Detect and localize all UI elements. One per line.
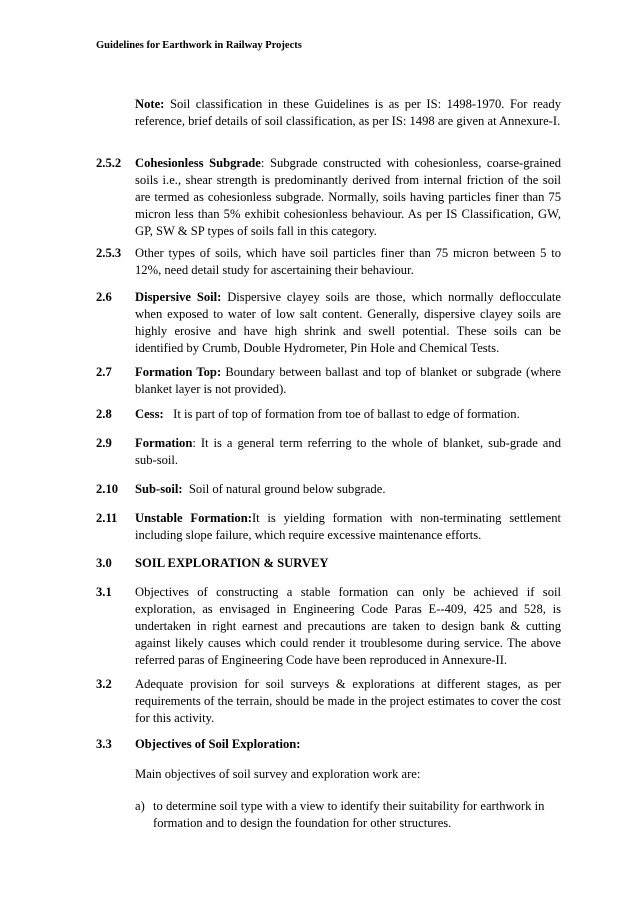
section-number: 2.9	[96, 436, 112, 450]
list-text: to determine soil type with a view to identify their suitability for earthwork in formation and to design the foundation for other structures.	[153, 799, 545, 830]
section-text: Boundary between ballast and top of blanket or subgrade (where blanket layer is not provided).	[135, 365, 561, 396]
section-text: Adequate provision for soil surveys & explorations at different stages, as per requirements of the terrain, should be made in the project estimates to cover the cost for this activity.	[135, 677, 561, 725]
section-number: 3.0	[96, 556, 112, 570]
section-2-5-3	[96, 245, 561, 279]
section-text: Dispersive clayey soils are those, which normally deflocculate when exposed to water of low salt content. Generally, dispersive clayey soils are highly erosive and have high shrink and swell potential. These soils can be identified by Crumb, Double Hydrometer, Pin Hole and Chemical Tests.	[135, 290, 561, 355]
section-number: 3.1	[96, 585, 112, 599]
section-3-0	[96, 555, 561, 572]
section-text: : Subgrade constructed with cohesionless, coarse-grained soils i.e., shear strength is predominantly derived from internal friction of the soil are termed as cohesionless subgrade. Normally, soils having particles finer than 75 micron less than 5% exhibit cohesionless behaviour. As per IS Classification, GW, GP, SW & SP types of soils fall in this category.	[135, 156, 562, 238]
section-3-2	[96, 676, 561, 727]
section-number: 3.2	[96, 677, 112, 691]
section-number: 2.6	[96, 290, 112, 304]
section-number: 3.3	[96, 737, 112, 751]
section-2-10	[96, 481, 561, 498]
section-text: Objectives of constructing a stable formation can only be achieved if soil exploration, as envisaged in Engineering Code Paras E--409, 425 and 528, is undertaken in right earnest and precautions are taken to design bank & cutting against likely causes which could render it troublesome during service. The above referred paras of Engineering Code have been reproduced in Annexure-II.	[135, 585, 561, 667]
section-2-5-2	[96, 155, 561, 240]
exploration-intro: Main objectives of soil survey and exploration work are:	[135, 767, 421, 781]
section-number: 2.5.2	[96, 156, 122, 170]
section-text: Soil of natural ground below subgrade.	[182, 482, 386, 496]
section-text: : It is a general term referring to the whole of blanket, sub-grade and sub-soil.	[135, 436, 561, 467]
section-2-7	[96, 364, 561, 398]
section-heading: SOIL EXPLORATION & SURVEY	[135, 556, 329, 570]
section-text: It is part of top of formation from toe of ballast to edge of formation.	[163, 407, 520, 421]
note-label: Note:	[135, 97, 165, 111]
section-title: Cohesionless Subgrade	[135, 156, 261, 170]
section-2-11	[96, 510, 561, 544]
section-title: Formation Top:	[135, 365, 222, 379]
note-paragraph	[135, 96, 561, 130]
note-text: Soil classification in these Guidelines is as per IS: 1498-1970. For ready reference, brief details of soil classification, as per IS: 1498 are given at Annexure-I.	[135, 97, 561, 128]
section-title: Cess:	[135, 407, 164, 421]
section-number: 2.8	[96, 407, 112, 421]
section-2-9	[96, 435, 561, 469]
section-title: Formation	[135, 436, 193, 450]
running-header: Guidelines for Earthwork in Railway Projects	[96, 40, 302, 51]
section-number: 2.11	[96, 511, 118, 525]
section-3-3	[96, 736, 561, 753]
section-3-1	[96, 584, 561, 669]
section-title: Dispersive Soil:	[135, 290, 222, 304]
section-heading: Objectives of Soil Exploration:	[135, 737, 301, 751]
section-title: Sub-soil:	[135, 482, 183, 496]
section-2-6	[96, 289, 561, 357]
section-text: It is yielding formation with non-terminating settlement including slope failure, which require excessive maintenance efforts.	[135, 511, 561, 542]
list-item	[135, 798, 561, 832]
section-number: 2.5.3	[96, 246, 122, 260]
section-number: 2.7	[96, 365, 112, 379]
list-marker: a)	[135, 799, 145, 813]
section-2-8	[96, 406, 561, 423]
section-title: Unstable Formation:	[135, 511, 252, 525]
section-number: 2.10	[96, 482, 119, 496]
section-text: Other types of soils, which have soil particles finer than 75 micron between 5 to 12%, need detail study for ascertaining their behaviour.	[135, 246, 561, 277]
